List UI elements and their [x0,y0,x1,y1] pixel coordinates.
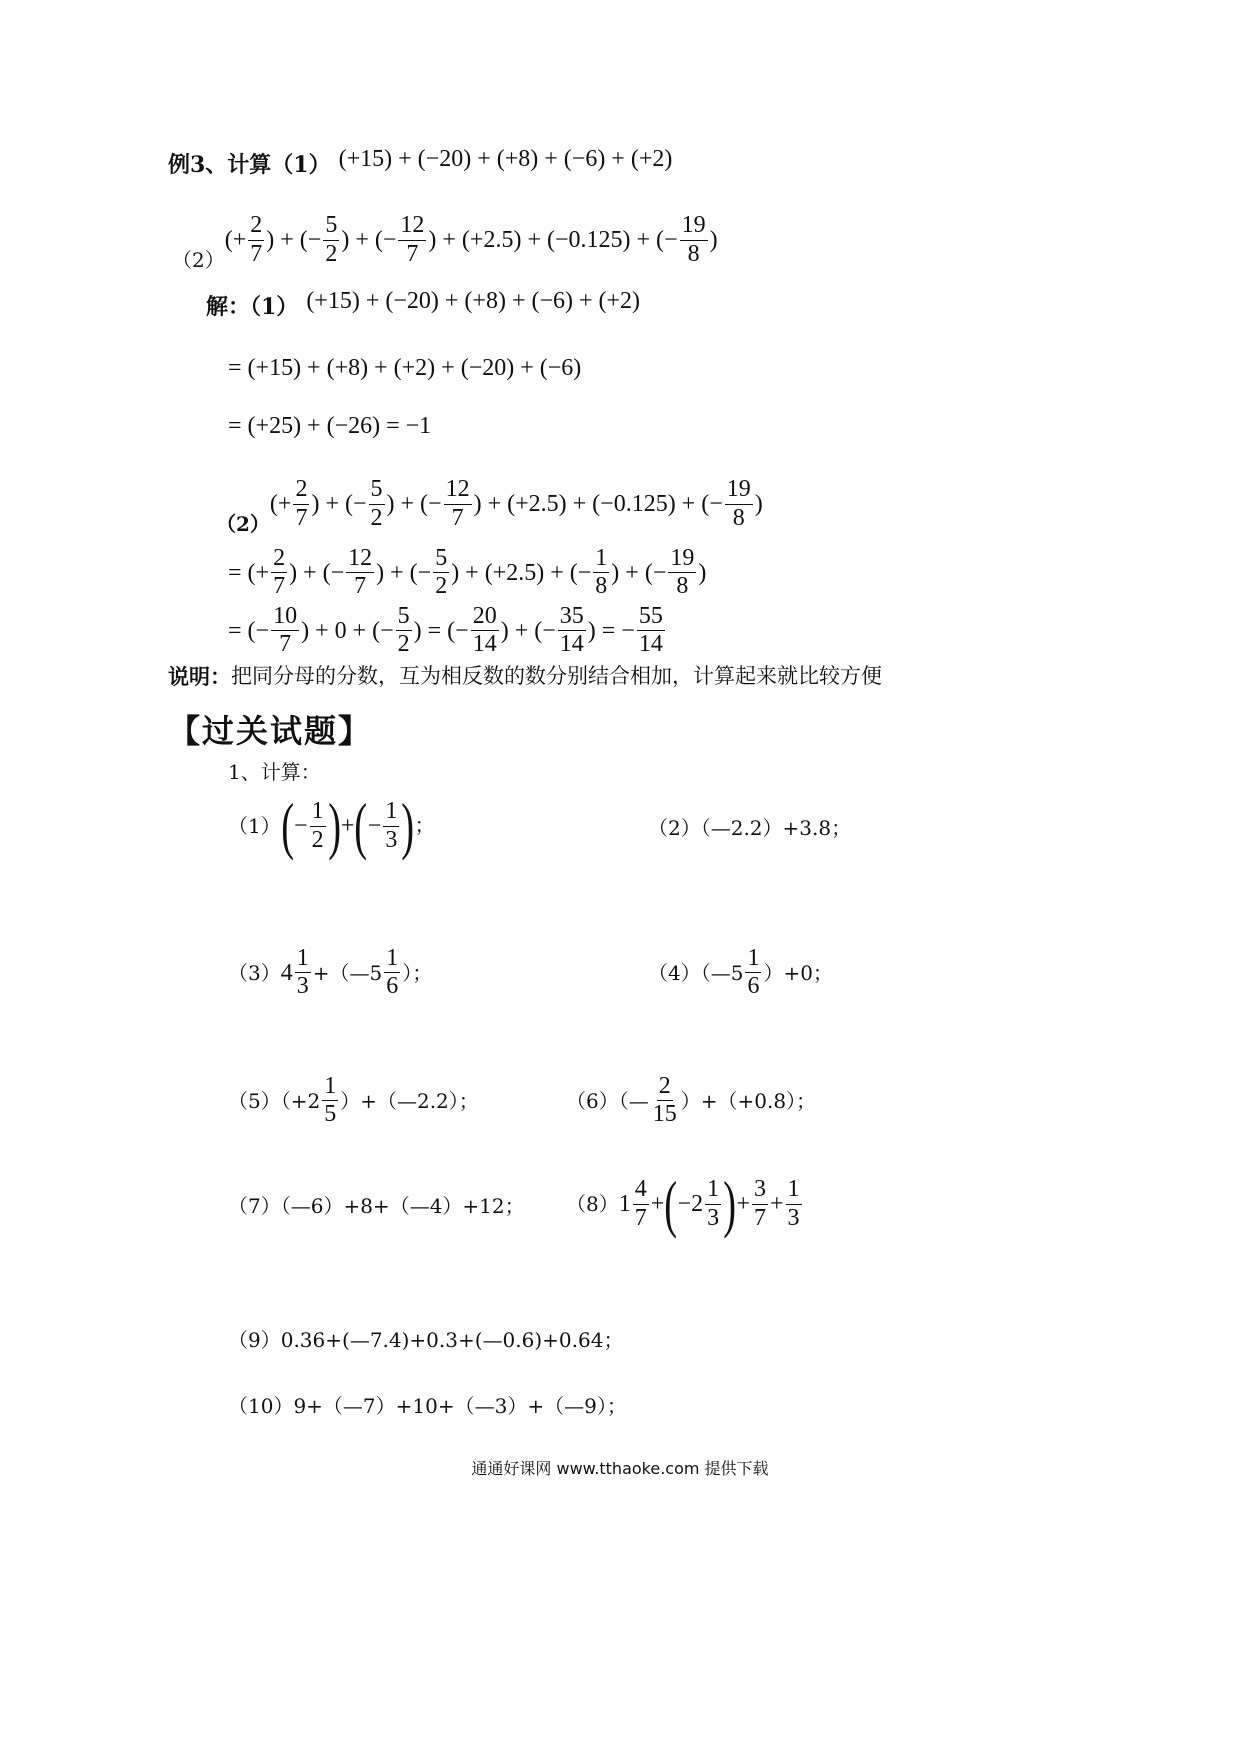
fraction: $\frac{10}{7}$ [273,603,298,658]
example3-expr2: （2） (+ $\frac{2}{7}$ ) + (− $\frac{5}{2}$ ) + (− $\frac{12}{7}$ ) + (+2.5) + (−0.125) + (− $\frac{19}{8}$ ) [172,212,718,272]
explanation-label: 说明： [168,664,231,689]
fraction: $\frac{2}{7}$ [295,476,308,531]
fraction: $\frac{2}{7}$ [273,545,286,600]
fraction: $\frac{20}{14}$ [472,603,497,658]
exercise-10: （10）9+（—7）+10+（—3）+（—9）； [228,1394,627,1418]
fraction: $\frac{1}{3}$ [787,1176,800,1231]
solution-label: 解：（1） [206,294,299,320]
solution1-line2: = (+15) + (+8) + (+2) + (−20) + (−6) [228,355,582,381]
example3-expr1: (+15) + (−20) + (+8) + (−6) + (+2) [338,146,673,172]
example3-line1 [168,146,673,178]
section-heading: 【过关试题】 [168,712,373,750]
fraction: $\frac{5}{2}$ [325,212,338,267]
exercise-7: （7）（—6）+8+（—4）+12； [228,1194,525,1218]
fraction: $\frac{1}{3}$ [296,945,309,1000]
fraction: $\frac{5}{2}$ [435,545,448,600]
fraction: $\frac{1}{3}$ [385,798,398,853]
fraction: $\frac{19}{8}$ [670,545,695,600]
fraction: $\frac{19}{8}$ [681,212,706,267]
fraction: $\frac{2}{15}$ [652,1073,677,1128]
exercise-8: （8） 1 $\frac{4}{7}$ + ( −2 $\frac{1}{3}$ ) + $\frac{3}{7}$ + $\frac{1}{3}$ [566,1168,800,1239]
fraction: $\frac{12}{7}$ [400,212,425,267]
page-footer: 通通好课网 www.tthaoke.com 提供下载 [471,1459,769,1478]
explanation-text: 把同分母的分数，互为相反数的数分别结合相加，计算起来就比较方便 [231,664,882,688]
fraction: $\frac{1}{6}$ [747,945,760,1000]
solution2-label: （2） [216,512,270,536]
exercise-6: （6）（— $\frac{2}{15}$ ）+（+0.8）； [566,1073,817,1128]
solution2-line1: （2） (+ $\frac{2}{7}$ ) + (− $\frac{5}{2}$ ) + (− $\frac{12}{7}$ ) + (+2.5) + (−0.125) + (− $\frac{19}{8}$ ) [216,476,763,536]
exercise-9: （9）0.36+(—7.4)+0.3+(—0.6)+0.64； [228,1328,624,1352]
example3-title: 例3、计算（1） [168,152,331,178]
fraction: $\frac{3}{7}$ [754,1176,766,1231]
fraction: $\frac{1}{3}$ [707,1176,720,1231]
explanation-line [168,666,882,687]
exercise-5: （5）（+2 $\frac{1}{5}$ ）+（—2.2）； [228,1073,479,1128]
fraction: $\frac{12}{7}$ [348,545,373,600]
exercise-intro: 1、计算： [228,760,321,784]
solution2-line3: = (− $\frac{10}{7}$ ) + 0 + (− $\frac{5}{2}$ ) = (− $\frac{20}{14}$ ) + (− $\frac{35}{14}$ ) = − $\frac{55}{14}$ [228,603,663,658]
exercise-2: （2）（—2.2）+3.8； [648,816,852,840]
fraction: $\frac{4}{7}$ [634,1176,647,1231]
fraction: $\frac{35}{14}$ [559,603,584,658]
solution2-line2: = (+ $\frac{2}{7}$ ) + (− $\frac{12}{7}$ ) + (− $\frac{5}{2}$ ) + (+2.5) + (− $\frac{1}{8}$ ) + (− $\frac{19}{8}$ ) [228,545,707,600]
fraction: $\frac{5}{2}$ [370,476,383,531]
fraction: $\frac{19}{8}$ [726,476,751,531]
fraction: $\frac{1}{8}$ [595,545,608,600]
solution1-line3: = (+25) + (−26) = −1 [228,413,432,439]
fraction: $\frac{2}{7}$ [250,212,263,267]
fraction: $\frac{1}{6}$ [386,945,399,1000]
exercise-3: （3） 4 $\frac{1}{3}$ +（—5 $\frac{1}{6}$ ）； [228,945,433,1000]
solution1-expr: (+15) + (−20) + (+8) + (−6) + (+2) [306,288,641,314]
fraction: $\frac{5}{2}$ [397,603,410,658]
exercise-1: （1） ( − $\frac{1}{2}$ ) + ( − $\frac{1}{3}$ ) ； [228,790,435,861]
fraction: $\frac{1}{5}$ [324,1073,337,1128]
example3-part2-label: （2） [172,248,225,272]
fraction: $\frac{1}{2}$ [311,798,324,853]
solution1-line1 [206,288,641,320]
exercise-4: （4）（—5 $\frac{1}{6}$ ）+0； [648,945,833,1000]
fraction: $\frac{55}{14}$ [638,603,663,658]
fraction: $\frac{12}{7}$ [445,476,470,531]
